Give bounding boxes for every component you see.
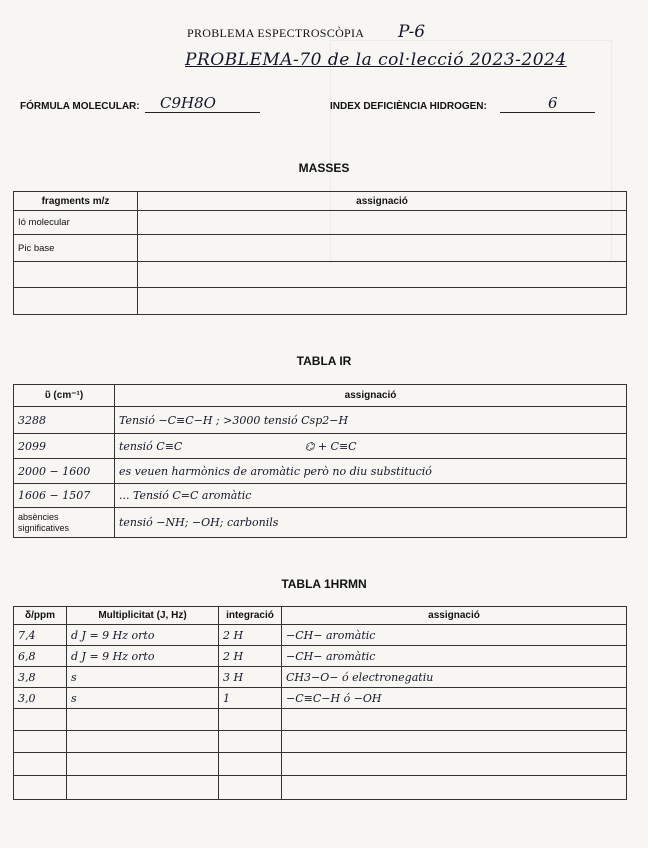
handwritten-code: P-6 [398,22,426,42]
hnmr-cell [14,709,67,731]
hnmr-cell: 7,4 [14,625,67,646]
masses-cell [138,211,627,235]
hnmr-table [13,606,627,800]
ihd-value: 6 [548,94,558,112]
hnmr-cell [67,731,219,753]
hnmr-cell [219,753,282,776]
hnmr-cell: −CH− aromàtic [282,646,627,667]
hnmr-cell [282,731,627,753]
hnmr-cell [67,753,219,776]
hnmr-cell [67,709,219,731]
hnmr-cell [219,776,282,800]
hnmr-cell: d J = 9 Hz orto [67,646,219,667]
hnmr-cell [67,776,219,800]
ir-title: TABLA IR [296,354,352,368]
ir-assignment: tensió C≡C ⌬ + C≡C [115,434,627,459]
hnmr-cell: 1 [219,688,282,709]
hnmr-cell [219,731,282,753]
hnmr-title: TABLA 1HRMN [281,577,367,591]
masses-cell [14,262,138,288]
formula-label: FÓRMULA MOLECULAR: [20,101,140,112]
masses-table [13,191,627,315]
masses-cell: Ió molecular [14,211,138,235]
ir-assignment: ... Tensió C=C aromàtic [115,484,627,508]
ir-wavenumber: 1606 − 1507 [14,484,115,508]
masses-title: MASSES [298,161,350,175]
ir-table [13,384,627,538]
ir-header-assignacio: assignació [115,385,627,407]
masses-cell [138,288,627,315]
masses-header-fragments: fragments m/z [14,192,138,211]
ir-assignment: es veuen harmònics de aromàtic però no diu substitució [115,459,627,484]
hnmr-cell: −CH− aromàtic [282,625,627,646]
hnmr-cell [14,731,67,753]
hnmr-cell: s [67,667,219,688]
hnmr-cell: s [67,688,219,709]
hnmr-cell: 2 H [219,625,282,646]
hnmr-cell [14,753,67,776]
hnmr-cell: d J = 9 Hz orto [67,625,219,646]
ir-assignment: tensió −NH; −OH; carbonils [115,508,627,538]
hnmr-header-assignacio: assignació [282,607,627,625]
masses-cell [138,262,627,288]
hnmr-cell: 2 H [219,646,282,667]
ir-wavenumber: 2099 [14,434,115,459]
hnmr-cell: 3,8 [14,667,67,688]
masses-header-assignacio: assignació [138,192,627,211]
ir-absences-label: absències significatives [14,508,115,538]
hnmr-cell [282,776,627,800]
ihd-label: INDEX DEFICIÈNCIA HIDROGEN: [330,101,487,112]
hnmr-header-multiplicity: Multiplicitat (J, Hz) [67,607,219,625]
masses-cell: Pic base [14,235,138,262]
ir-wavenumber: 2000 − 1600 [14,459,115,484]
ir-header-wavenumber: ῦ (cm⁻¹) [14,385,115,407]
hnmr-cell [282,753,627,776]
hnmr-cell [219,709,282,731]
hnmr-header-delta: δ/ppm [14,607,67,625]
hnmr-cell [14,776,67,800]
printed-title: PROBLEMA ESPECTROSCÒPIA [187,26,365,40]
hnmr-header-integration: integració [219,607,282,625]
hnmr-cell: 6,8 [14,646,67,667]
hnmr-cell [282,709,627,731]
ir-wavenumber: 3288 [14,407,115,434]
formula-value: C9H8O [160,94,216,112]
ir-assignment: Tensió −C≡C−H ; >3000 tensió Csp2−H [115,407,627,434]
masses-cell [138,235,627,262]
hnmr-cell: −C≡C−H ó −OH [282,688,627,709]
hnmr-cell: 3,0 [14,688,67,709]
hnmr-cell: CH3−O− ó electronegatiu [282,667,627,688]
ihd-underline [500,112,595,113]
handwritten-subtitle: PROBLEMA-70 de la col·lecció 2023-2024 [185,50,567,70]
hnmr-cell: 3 H [219,667,282,688]
masses-cell [14,288,138,315]
formula-underline [145,112,260,113]
